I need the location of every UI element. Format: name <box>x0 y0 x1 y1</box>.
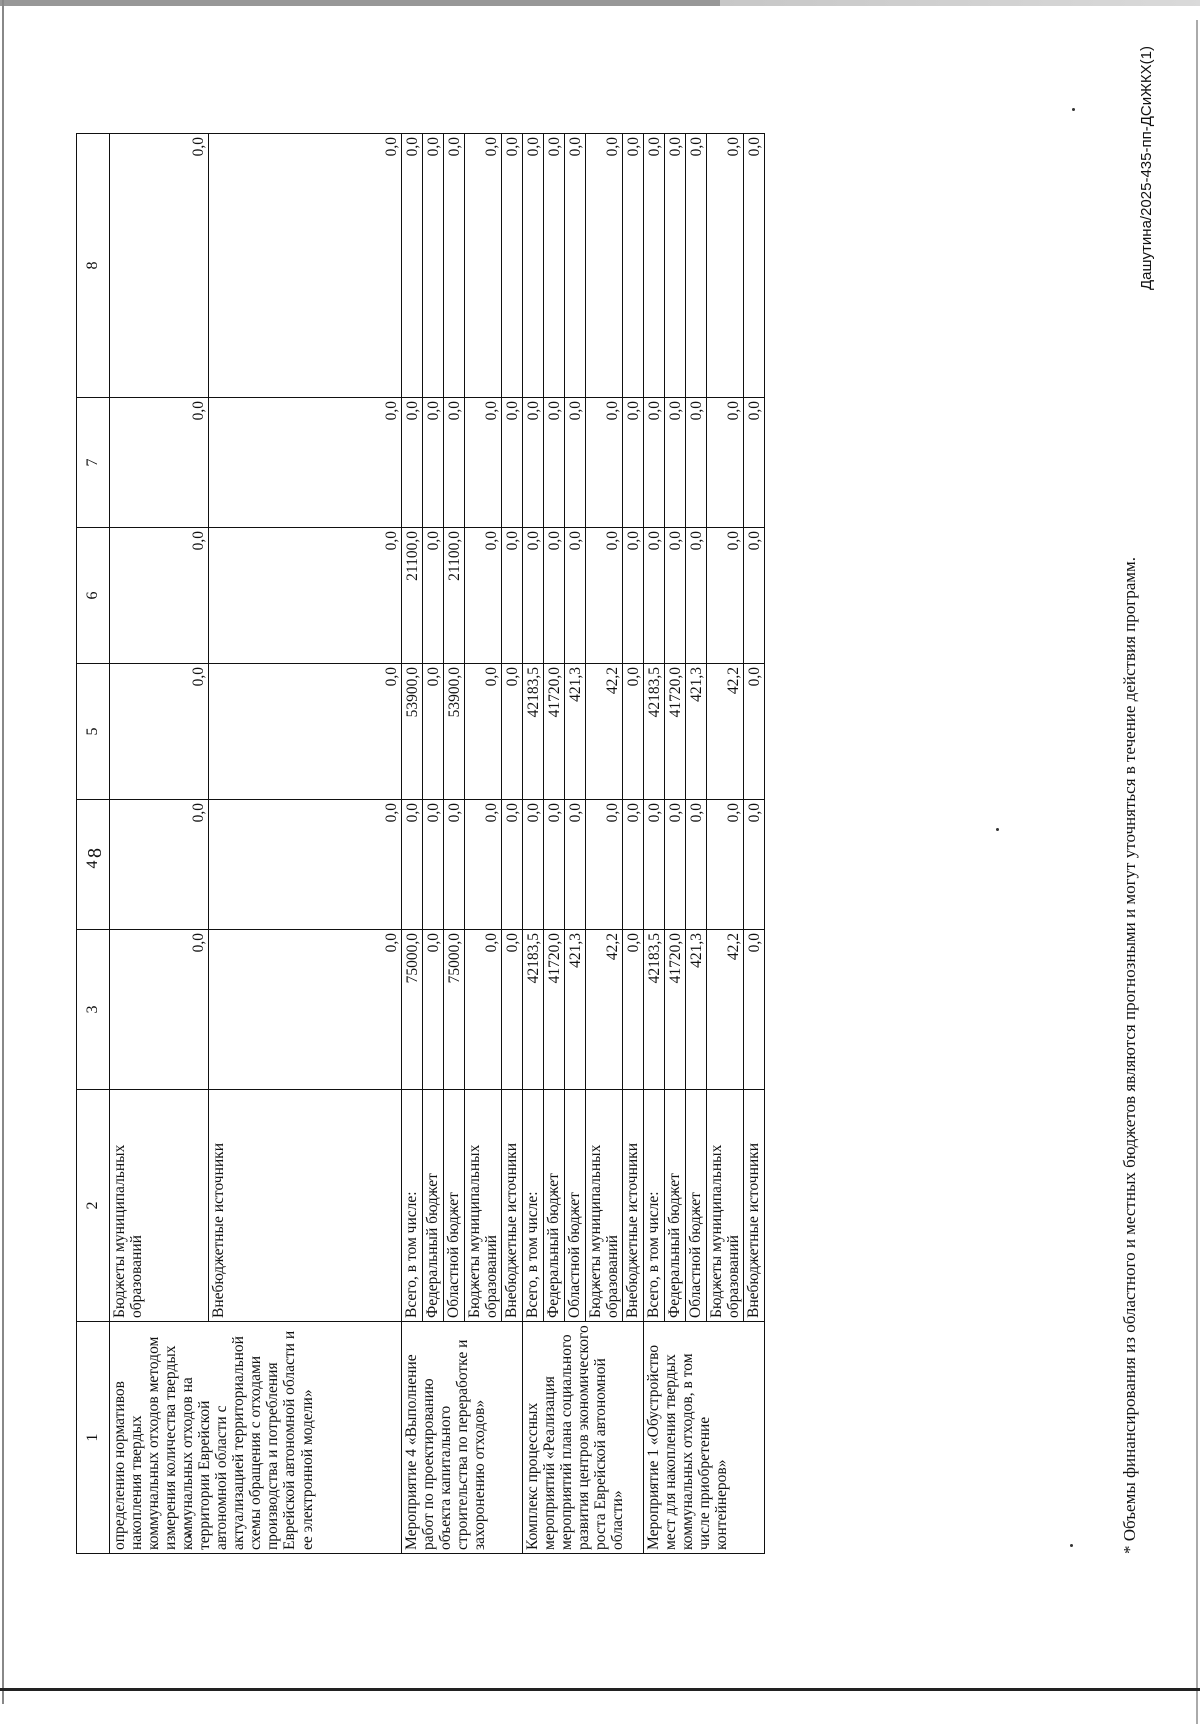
value-cell: 0,0 <box>744 930 765 1090</box>
value-cell: 0,0 <box>423 134 444 398</box>
value-cell: 21100,0 <box>402 528 423 664</box>
funding-source-cell: Областной бюджет <box>565 1090 586 1322</box>
value-cell: 0,0 <box>665 800 686 930</box>
column-header: 5 <box>77 664 110 800</box>
value-cell: 421,3 <box>565 930 586 1090</box>
header-row <box>77 134 110 1554</box>
value-cell: 0,0 <box>465 930 502 1090</box>
value-cell: 0,0 <box>523 398 544 528</box>
value-cell: 0,0 <box>623 664 644 800</box>
value-cell: 42183,5 <box>523 664 544 800</box>
value-cell: 0,0 <box>744 398 765 528</box>
value-cell: 75000,0 <box>402 930 423 1090</box>
value-cell: 0,0 <box>502 134 523 398</box>
value-cell: 0,0 <box>110 664 209 800</box>
funding-source-cell: Бюджеты муниципальных образований <box>586 1090 623 1322</box>
table-row <box>644 134 665 1554</box>
document-id: Дашутина/2025-435-пп-ДСиЖКХ(1) <box>1138 46 1155 290</box>
funding-source-cell: Всего, в том числе: <box>523 1090 544 1322</box>
value-cell: 0,0 <box>544 800 565 930</box>
column-header: 7 <box>77 398 110 528</box>
funding-source-cell: Внебюджетные источники <box>502 1090 523 1322</box>
value-cell: 0,0 <box>686 134 707 398</box>
value-cell: 0,0 <box>523 134 544 398</box>
value-cell: 0,0 <box>423 930 444 1090</box>
value-cell: 0,0 <box>465 528 502 664</box>
value-cell: 0,0 <box>744 528 765 664</box>
value-cell: 0,0 <box>544 398 565 528</box>
value-cell: 0,0 <box>110 528 209 664</box>
value-cell: 0,0 <box>686 398 707 528</box>
column-header: 4 <box>77 800 110 930</box>
table-row <box>110 134 209 1554</box>
value-cell: 0,0 <box>502 528 523 664</box>
value-cell: 0,0 <box>644 800 665 930</box>
value-cell: 0,0 <box>502 398 523 528</box>
value-cell: 42183,5 <box>644 930 665 1090</box>
value-cell: 0,0 <box>686 800 707 930</box>
page-number: 8 <box>84 848 106 858</box>
value-cell: 0,0 <box>707 398 744 528</box>
value-cell: 0,0 <box>565 800 586 930</box>
item-name-cell: Мероприятие 4 «Выполнение работ по проектированию объекта капитального строительства по переработке и захоронению отходов» <box>402 1322 523 1554</box>
value-cell: 0,0 <box>110 800 209 930</box>
value-cell: 0,0 <box>565 398 586 528</box>
value-cell: 0,0 <box>502 800 523 930</box>
value-cell: 421,3 <box>565 664 586 800</box>
value-cell: 42,2 <box>586 664 623 800</box>
funding-source-cell: Бюджеты муниципальных образований <box>707 1090 744 1322</box>
funding-source-cell: Федеральный бюджет <box>665 1090 686 1322</box>
value-cell: 0,0 <box>502 664 523 800</box>
value-cell: 0,0 <box>586 134 623 398</box>
funding-source-cell: Областной бюджет <box>686 1090 707 1322</box>
column-header: 6 <box>77 528 110 664</box>
value-cell: 0,0 <box>423 800 444 930</box>
value-cell: 421,3 <box>686 664 707 800</box>
value-cell: 0,0 <box>444 134 465 398</box>
value-cell: 0,0 <box>523 528 544 664</box>
value-cell: 0,0 <box>665 134 686 398</box>
funding-source-cell: Всего, в том числе: <box>402 1090 423 1322</box>
footnote: * Объемы финансирования из областного и местных бюджетов являются прогнозными и могут уточняться в течение действия программ. <box>1120 556 1139 1554</box>
value-cell: 0,0 <box>665 398 686 528</box>
value-cell: 0,0 <box>502 930 523 1090</box>
column-header: 2 <box>77 1090 110 1322</box>
value-cell: 0,0 <box>209 664 402 800</box>
value-cell: 75000,0 <box>444 930 465 1090</box>
value-cell: 0,0 <box>423 528 444 664</box>
value-cell: 42,2 <box>707 930 744 1090</box>
value-cell: 0,0 <box>623 134 644 398</box>
value-cell: 41720,0 <box>544 930 565 1090</box>
table-row <box>523 134 544 1554</box>
value-cell: 0,0 <box>623 930 644 1090</box>
value-cell: 0,0 <box>644 528 665 664</box>
value-cell: 0,0 <box>623 398 644 528</box>
value-cell: 0,0 <box>686 528 707 664</box>
value-cell: 0,0 <box>623 528 644 664</box>
value-cell: 0,0 <box>665 528 686 664</box>
value-cell: 0,0 <box>444 398 465 528</box>
value-cell: 0,0 <box>209 528 402 664</box>
value-cell: 421,3 <box>686 930 707 1090</box>
value-cell: 0,0 <box>544 134 565 398</box>
value-cell: 0,0 <box>544 528 565 664</box>
value-cell: 0,0 <box>110 134 209 398</box>
value-cell: 0,0 <box>465 664 502 800</box>
value-cell: 42183,5 <box>523 930 544 1090</box>
value-cell: 0,0 <box>586 800 623 930</box>
value-cell: 41720,0 <box>544 664 565 800</box>
column-header: 8 <box>77 134 110 398</box>
value-cell: 0,0 <box>465 134 502 398</box>
value-cell: 0,0 <box>402 800 423 930</box>
value-cell: 0,0 <box>209 134 402 398</box>
funding-source-cell: Областной бюджет <box>444 1090 465 1322</box>
value-cell: 0,0 <box>644 398 665 528</box>
funding-source-cell: Внебюджетные источники <box>209 1090 402 1322</box>
value-cell: 0,0 <box>444 800 465 930</box>
funding-source-cell: Бюджеты муниципальных образований <box>465 1090 502 1322</box>
value-cell: 0,0 <box>586 398 623 528</box>
item-name-cell: Мероприятие 1 «Обустройство мест для накопления твердых коммунальных отходов, в том числе приобретение контейнеров» <box>644 1322 765 1554</box>
table-row <box>402 134 423 1554</box>
value-cell: 0,0 <box>465 800 502 930</box>
value-cell: 0,0 <box>465 398 502 528</box>
value-cell: 0,0 <box>110 930 209 1090</box>
value-cell: 0,0 <box>402 134 423 398</box>
value-cell: 53900,0 <box>402 664 423 800</box>
value-cell: 0,0 <box>110 398 209 528</box>
value-cell: 41720,0 <box>665 664 686 800</box>
value-cell: 0,0 <box>644 134 665 398</box>
funding-source-cell: Всего, в том числе: <box>644 1090 665 1322</box>
value-cell: 0,0 <box>209 800 402 930</box>
value-cell: 21100,0 <box>444 528 465 664</box>
value-cell: 0,0 <box>586 528 623 664</box>
value-cell: 0,0 <box>402 398 423 528</box>
value-cell: 0,0 <box>565 528 586 664</box>
value-cell: 0,0 <box>707 800 744 930</box>
value-cell: 0,0 <box>209 398 402 528</box>
value-cell: 41720,0 <box>665 930 686 1090</box>
value-cell: 0,0 <box>707 528 744 664</box>
value-cell: 0,0 <box>209 930 402 1090</box>
funding-source-cell: Федеральный бюджет <box>423 1090 444 1322</box>
value-cell: 42,2 <box>586 930 623 1090</box>
value-cell: 0,0 <box>423 398 444 528</box>
value-cell: 0,0 <box>707 134 744 398</box>
funding-source-cell: Внебюджетные источники <box>744 1090 765 1322</box>
value-cell: 0,0 <box>565 134 586 398</box>
financing-table <box>76 133 765 1554</box>
value-cell: 0,0 <box>744 134 765 398</box>
item-name-cell: Комплекс процессных мероприятий «Реализация мероприятий плана социального развития центров экономического роста Еврейской автономной области» <box>523 1322 644 1554</box>
funding-source-cell: Внебюджетные источники <box>623 1090 644 1322</box>
value-cell: 0,0 <box>744 800 765 930</box>
value-cell: 0,0 <box>423 664 444 800</box>
funding-source-cell: Федеральный бюджет <box>544 1090 565 1322</box>
column-header: 3 <box>77 930 110 1090</box>
value-cell: 0,0 <box>523 800 544 930</box>
value-cell: 53900,0 <box>444 664 465 800</box>
value-cell: 0,0 <box>623 800 644 930</box>
value-cell: 42183,5 <box>644 664 665 800</box>
column-header: 1 <box>77 1322 110 1554</box>
funding-source-cell: Бюджеты муниципальных образований <box>110 1090 209 1322</box>
item-name-cell: определению нормативов накопления твердых коммунальных отходов методом измерения количества твердых коммунальных отходов на территории Еврейской автономной области с актуализацией территориальной схемы обращения с отходами производства и потребления Еврейской автономной области и ее электронной модели» <box>110 1322 402 1554</box>
value-cell: 42,2 <box>707 664 744 800</box>
value-cell: 0,0 <box>744 664 765 800</box>
